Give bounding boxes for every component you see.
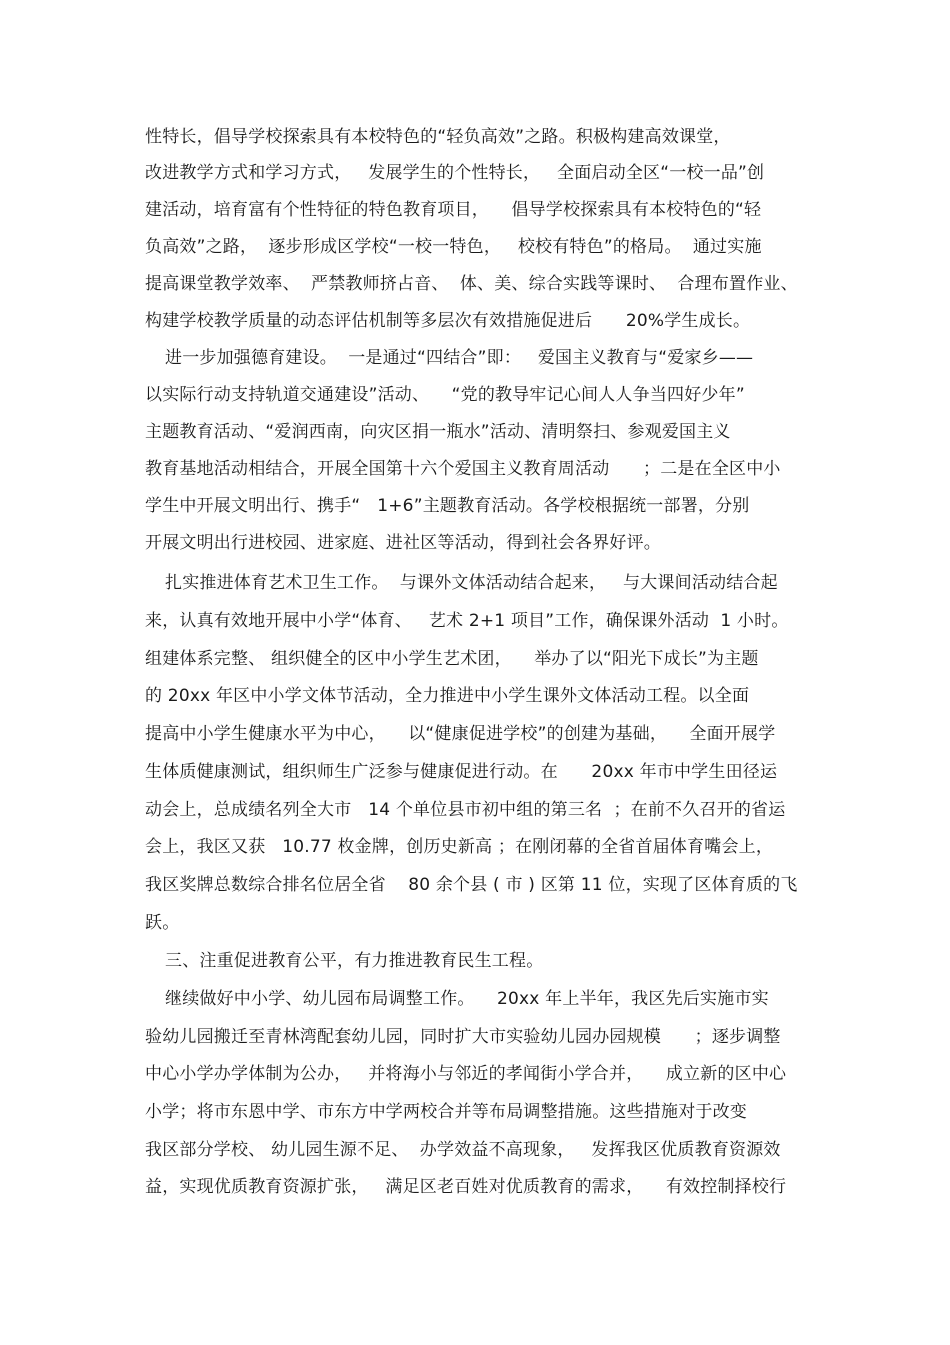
text-line: 小学；将市东恩中学、市东方中学两校合并等布局调整措施。这些措施对于改变 [145,1102,747,1122]
text-line: 来，认真有效地开展中小学“体育、 艺术 2+1 项目”工作，确保课外活动 1 小时。 [145,611,789,631]
text-line: 会上，我区又获 10.77 枚金牌，创历史新高 ；在刚闭幕的全省首届体育嘴会上， [145,837,774,857]
text-line: 性特长，倡导学校探索具有本校特色的“轻负高效”之路。积极构建高效课堂， [145,127,731,147]
text-line: 我区奖牌总数综合排名位居全省 80 余个县 ( 市 ) 区第 11 位，实现了区体育质的飞 [145,875,798,895]
text-line: 主题教育活动、“爱润西南，向灾区捐一瓶水”活动、清明祭扫、参观爱国主义 [145,422,731,442]
text-line: 的 20xx 年区中小学文体节活动，全力推进中小学生课外文体活动工程。以全面 [145,686,750,706]
text-line: 组建体系完整、 组织健全的区中小学生艺术团， 举办了以“阳光下成长”为主题 [145,649,759,669]
text-line: 我区部分学校、 幼儿园生源不足、 办学效益不高现象， 发挥我区优质教育资源效 [145,1140,781,1160]
text-line: 验幼儿园搬迁至青林湾配套幼儿园，同时扩大市实验幼儿园办园规模 ；逐步调整 [145,1027,781,1047]
text-line: 中心小学办学体制为公办， 并将海小与邻近的孝闻街小学合并， 成立新的区中心 [145,1064,787,1084]
text-line: 提高中小学生健康水平为中心， 以“健康促进学校”的创建为基础， 全面开展学 [145,724,776,744]
paragraph-first-line: 继续做好中小学、幼儿园布局调整工作。 20xx 年上半年，我区先后实施市实 [165,989,769,1009]
section-heading: 三、注重促进教育公平，有力推进教育民生工程。 [165,951,544,971]
paragraph-first-line: 扎实推进体育艺术卫生工作。 与课外文体活动结合起来， 与大课间活动结合起 [165,573,778,593]
text-line: 跃。 [145,913,180,933]
text-line: 以实际行动支持轨道交通建设”活动、 “党的教导牢记心间人人争当四好少年” [145,385,745,405]
text-line: 建活动，培育富有个性特征的特色教育项目， 倡导学校探索具有本校特色的“轻 [145,200,762,220]
text-line: 提高课堂教学效率、 严禁教师挤占音、 体、美、综合实践等课时、 合理布置作业、 [145,274,798,294]
text-line: 构建学校教学质量的动态评估机制等多层次有效措施促进后 20%学生成长。 [145,311,751,331]
text-line: 开展文明出行进校园、进家庭、进社区等活动，得到社会各界好评。 [145,533,661,553]
text-line: 负高效”之路， 逐步形成区学校“一校一特色， 校校有特色”的格局。 通过实施 [145,237,762,257]
text-line: 生体质健康测试，组织师生广泛参与健康促进行动。在 20xx 年市中学生田径运 [145,762,778,782]
text-line: 动会上，总成绩名列全大市 14 个单位县市初中组的第三名 ；在前不久召开的省运 [145,800,786,820]
text-line: 学生中开展文明出行、携手“ 1+6”主题教育活动。各学校根据统一部署，分别 [145,496,750,516]
paragraph-first-line: 进一步加强德育建设。 一是通过“四结合”即： 爱国主义教育与“爱家乡—— [165,348,754,368]
text-line: 益，实现优质教育资源扩张， 满足区老百姓对优质教育的需求， 有效控制择校行 [145,1177,787,1197]
text-line: 改进教学方式和学习方式， 发展学生的个性特长， 全面启动全区“一校一品”创 [145,163,765,183]
text-line: 教育基地活动相结合，开展全国第十六个爱国主义教育周活动 ；二是在全区中小 [145,459,781,479]
